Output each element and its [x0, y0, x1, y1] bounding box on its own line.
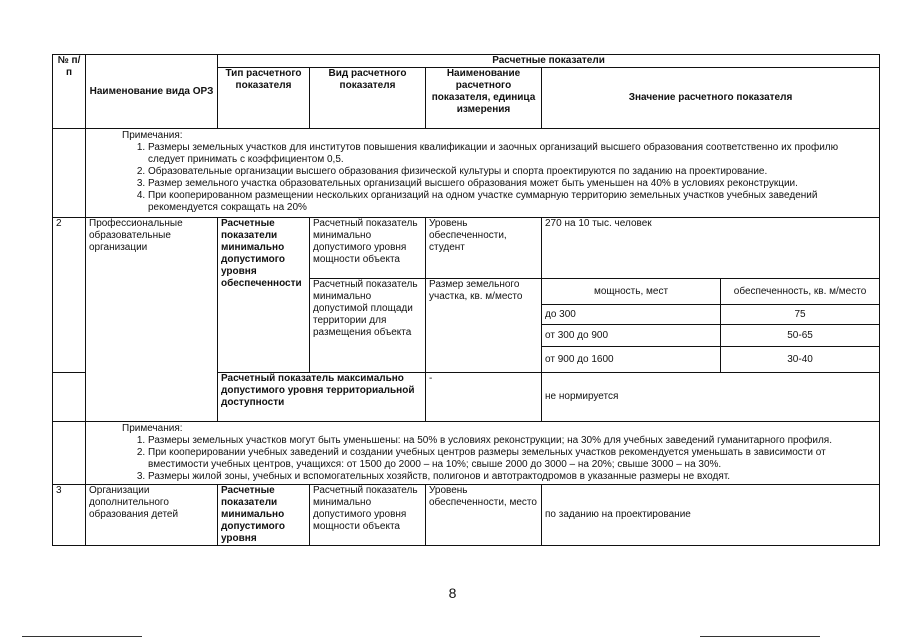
row2-num: 2: [53, 218, 86, 373]
sub-header-provision: обеспеченность, кв. м/место: [721, 279, 880, 305]
notes-1: [86, 129, 880, 218]
notes-2-item: 3. Размеры жилой зоны, учебных и вспомогательных хозяйств, полигонов и автотрактодромов в указанные размеры не входят.: [148, 471, 875, 483]
row2-kind-capacity: Расчетный показатель минимально допустимого уровня мощности объекта: [310, 218, 426, 279]
row2-max-unit: -: [426, 373, 542, 422]
notes-1-item: 1. Размеры земельных участков для институтов повышения квалификации и заочных организаций высшего образования соответственно их профилю следует принимать с коэффициентом 0,5.: [148, 142, 875, 166]
scan-edge-right: [700, 636, 820, 637]
sub-row-value: 75: [721, 305, 880, 325]
sub-row-range: до 300: [542, 305, 721, 325]
page-number: 8: [448, 585, 457, 601]
notes-1-item: 3. Размер земельного участка образовательных организаций высшего образования может быть уменьшен на 40% в условиях реконструкции.: [148, 178, 875, 190]
notes-row-2: [53, 422, 880, 485]
notes-1-item: 4. При кооперированном размещении нескольких организаций на одном участке суммарную территорию земельных участков учебных заведений рекомендуется сокращать на 20%: [148, 190, 875, 214]
notes-2-item: 2. При кооперировании учебных заведений и создании учебных центров размеры земельных участков рекомендуется уменьшать в зависимости от вместимости учебных центров, учащихся: от 1500 до 2000 – на 10%; свыше 2000 до 3000 – на 20%; свыше 3000 – на 30%.: [148, 447, 875, 471]
row2-capacity: [53, 218, 880, 279]
header-type: Тип расчетного показателя: [218, 68, 310, 129]
sub-header-capacity: мощность, мест: [542, 279, 721, 305]
row3-type: Расчетные показатели минимально допустимого уровня: [218, 485, 310, 546]
row2-unit-capacity: Уровень обеспеченности, студент: [426, 218, 542, 279]
row2-value-capacity: 270 на 10 тыс. человек: [542, 218, 880, 279]
row3-value: по заданию на проектирование: [542, 485, 880, 546]
header-value: Значение расчетного показателя: [542, 68, 880, 129]
row3-num: 3: [53, 485, 86, 546]
standards-table: [52, 54, 880, 546]
row3-name: Организации дополнительного образования детей: [86, 485, 218, 546]
notes-1-item: 2. Образовательные организации высшего образования физической культуры и спорта проектируются по заданию на проектирование.: [148, 166, 875, 178]
sub-row-range: от 900 до 1600: [542, 347, 721, 373]
header-unit: Наименование расчетного показателя, единица измерения: [426, 68, 542, 129]
sub-row-value: 30-40: [721, 347, 880, 373]
row2-name: Профессиональные образовательные организации: [86, 218, 218, 422]
header-kind: Вид расчетного показателя: [310, 68, 426, 129]
notes-1-title: Примечания:: [122, 130, 183, 141]
notes-row-1: [53, 129, 880, 218]
row3-unit: Уровень обеспеченности, место: [426, 485, 542, 546]
notes-2-item: 1. Размеры земельных участков могут быть уменьшены: на 50% в условиях реконструкции; на 30% для учебных заведений гуманитарного профиля.: [148, 435, 875, 447]
scan-edge-left: [22, 636, 142, 637]
row2-type-min: Расчетные показатели минимально допустимого уровня обеспеченности: [218, 218, 310, 373]
header-num: № п/п: [53, 55, 86, 129]
row2-kind-area: Расчетный показатель минимально допустимой площади территории для размещения объекта: [310, 279, 426, 373]
row3: [53, 485, 880, 546]
notes-2: [86, 422, 880, 485]
header-name: Наименование вида ОРЗ: [86, 55, 218, 129]
row2-unit-area: Размер земельного участка, кв. м/место: [426, 279, 542, 373]
header-group: Расчетные показатели: [218, 55, 880, 68]
row3-kind: Расчетный показатель минимально допустимого уровня мощности объекта: [310, 485, 426, 546]
header-row-1: [53, 55, 880, 68]
sub-row-value: 50-65: [721, 325, 880, 347]
row2-max-label: Расчетный показатель максимально допустимого уровня территориальной доступности: [218, 373, 426, 422]
notes-2-title: Примечания:: [122, 423, 183, 434]
sub-row-range: от 300 до 900: [542, 325, 721, 347]
row2-max-value: не нормируется: [542, 373, 880, 422]
